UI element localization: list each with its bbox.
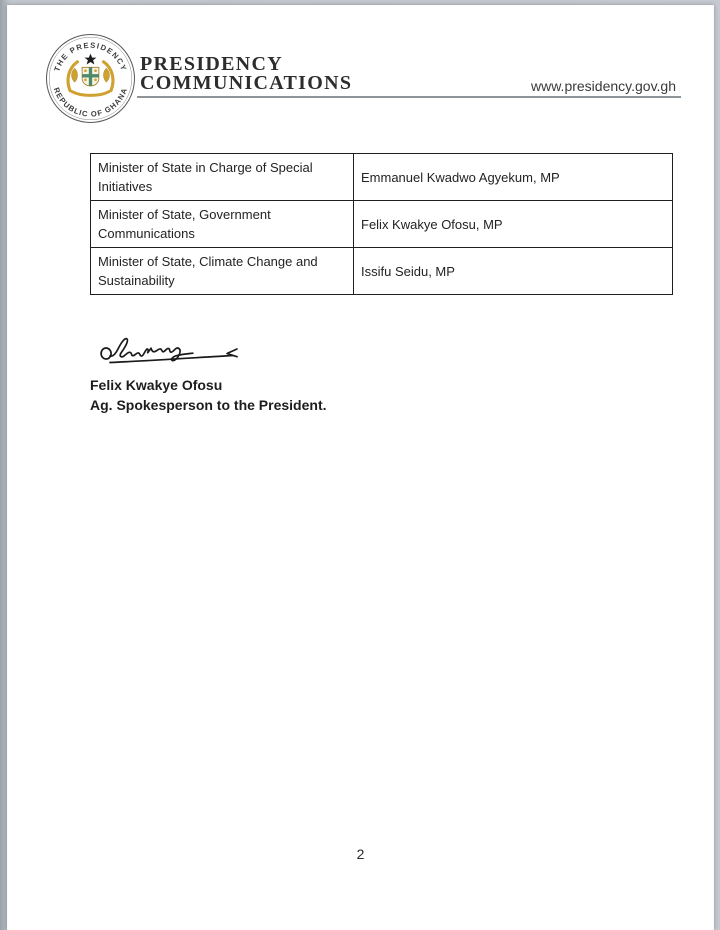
appointee-cell: Issifu Seidu, MP: [354, 248, 673, 295]
page-number: 2: [356, 846, 365, 862]
presidency-seal-icon: [44, 32, 137, 125]
table-row: [91, 201, 673, 248]
letterhead-title-line1: PRESIDENCY: [140, 53, 284, 75]
position-cell: Minister of State in Charge of Special Initiatives: [91, 154, 354, 201]
letterhead-rule: [137, 96, 681, 98]
signature-block: [90, 325, 390, 415]
website-url: www.presidency.gov.gh: [531, 78, 676, 94]
signatory-title: Ag. Spokesperson to the President.: [90, 397, 327, 413]
letterhead-title-line2: COMMUNICATIONS: [140, 72, 353, 94]
table-row: [91, 154, 673, 201]
signatory-name: Felix Kwakye Ofosu: [90, 377, 223, 393]
letterhead-title: [140, 55, 352, 93]
appointee-cell: Felix Kwakye Ofosu, MP: [354, 201, 673, 248]
position-cell: Minister of State, Climate Change and Sustainability: [91, 248, 354, 295]
position-cell: Minister of State, Government Communications: [91, 201, 354, 248]
appointee-cell: Emmanuel Kwadwo Agyekum, MP: [354, 154, 673, 201]
ghana-coat-of-arms-seal-icon: [44, 32, 137, 125]
appointments-table: [90, 153, 673, 295]
table-row: [91, 248, 673, 295]
handwritten-signature-icon: [96, 325, 248, 373]
seal-bottom-text: REPUBLIC OF GHANA: [51, 86, 130, 119]
seal-top-text: THE PRESIDENCY: [52, 40, 129, 73]
document-page: [7, 5, 714, 930]
